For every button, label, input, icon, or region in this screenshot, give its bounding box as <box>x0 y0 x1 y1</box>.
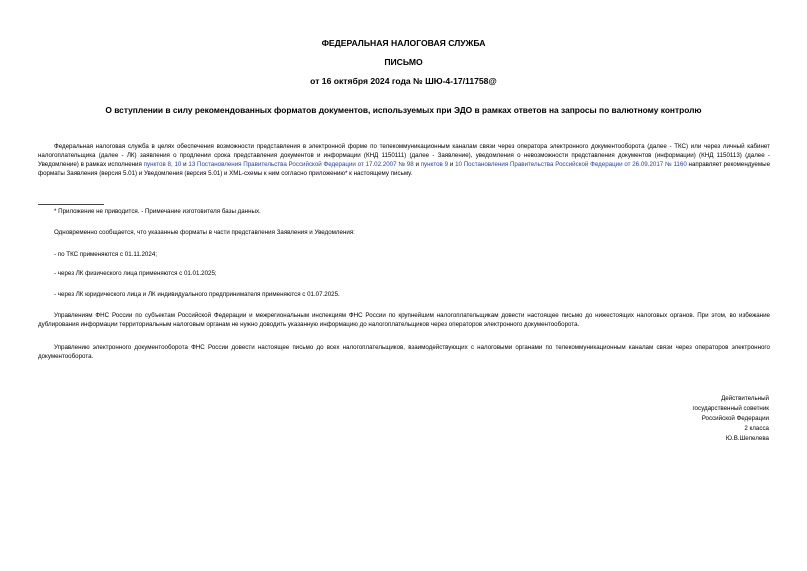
signature-title-line-4: 2 класса <box>744 425 769 432</box>
signature-title-line-1: Действительный <box>721 395 769 402</box>
p1-text-a: Федеральная налоговая служба в целях обеспечения возможности представления в электронной форме по телекоммуникационным каналам связи через оператора электронного документооборота (далее - ТКС) или через личный кабинет налогоплательщика (далее - ЛК) заявления о продлении срока представления документов и информации (КНД 1150111) (далее - Заявление), уведомления о невозможности представления документов (информации) (КНД 1150113) (далее - Уведомление) в рамках исполнения <box>38 143 770 168</box>
p1-text-c: и <box>413 161 421 168</box>
signature-title-line-2: государственный советник <box>692 405 769 412</box>
link-resolution-98[interactable]: 13 Постановления Правительства Российской Федерации от 17.02.2007 № 98 <box>188 161 414 168</box>
paragraph-3: Управлениям ФНС России по субъектам Российской Федерации и межрегиональным инспекциям ФНС России по крупнейшим налогоплательщикам довести настоящее письмо до нижестоящих налоговых органов. При этом, во избежание дублирования информации территориальным налоговым органам не нужно доводить указанную информацию до налогоплательщиков через операторов электронного документооборота. <box>38 312 770 328</box>
list-item-tks: - по ТКС применяются с 01.11.2024; <box>54 251 157 258</box>
link-resolution-1160[interactable]: 10 Постановления Правительства Российской Федерации от 26.09.2017 № 1160 <box>455 161 687 168</box>
document-subject: О вступлении в силу рекомендованных форматов документов, используемых при ЭДО в рамках ответов на запросы по валютному контролю <box>105 105 702 115</box>
footnote-divider <box>38 204 104 205</box>
document-type: ПИСЬМО <box>384 57 423 67</box>
agency-title: ФЕДЕРАЛЬНАЯ НАЛОГОВАЯ СЛУЖБА <box>321 38 486 48</box>
paragraph-4: Управлению электронного документооборота ФНС России довести настоящее письмо до всех налогоплательщиков, взаимодействующих с налоговыми органами по телекоммуникационным каналам связи через операторов электронного документооборота. <box>38 344 770 360</box>
list-item-lk-legal: - через ЛК юридического лица и ЛК индивидуального предпринимателя применяются с 01.07.2025. <box>54 291 340 298</box>
document-date-number: от 16 октября 2024 года № ШЮ-4-17/11758@ <box>310 76 497 86</box>
p1-text-d: и <box>448 161 456 168</box>
paragraph-2: Одновременно сообщается, что указанные форматы в части представления Заявления и Уведомления: <box>54 229 355 236</box>
signature-block <box>692 394 769 444</box>
signatory-name: Ю.В.Шепелева <box>725 435 769 442</box>
link-points-8-10[interactable]: пунктов 8, 10 <box>143 161 182 168</box>
list-item-lk-individual: - через ЛК физического лица применяются с 01.01.2025; <box>54 270 217 277</box>
p1-text-e: направляет рекомендуемые форматы Заявления (версия 5.01) и Уведомления (версия 5.01) и XML-схемы к ним согласно приложению* к настоящему письму. <box>38 161 771 177</box>
p1-text-b: и <box>181 161 189 168</box>
paragraph-1 <box>38 142 770 178</box>
link-points-9[interactable]: пунктов 9 <box>420 161 449 168</box>
signature-title-line-3: Российской Федерации <box>701 415 769 422</box>
footnote: * Приложение не приводится. - Примечание изготовителя базы данных. <box>54 208 261 215</box>
